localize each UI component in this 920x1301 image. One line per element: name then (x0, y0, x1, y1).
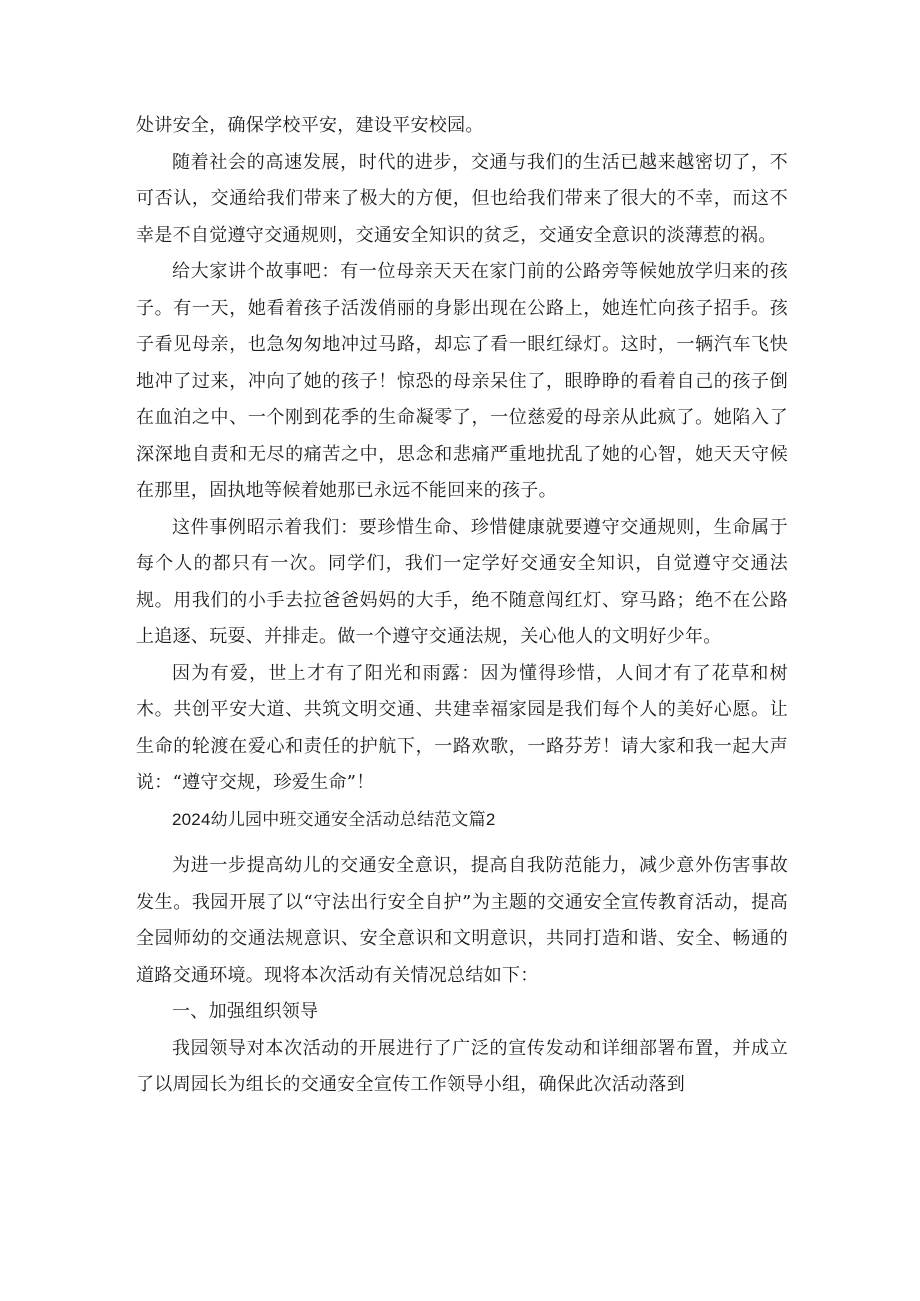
paragraph-lesson: 这件事例昭示着我们：要珍惜生命、珍惜健康就要遵守交通规则，生命属于每个人的都只有一次。同学们，我们一定学好交通安全知识，自觉遵守交通法规。用我们的小手去拉爸爸妈妈的大手，绝不随意闯红灯、穿马路；绝不在公路上追逐、玩耍、并排走。做一个遵守交通法规，关心他人的文明好少年。 (136, 516, 788, 647)
subsection-title: 一、加强组织领导 (172, 1001, 319, 1022)
document-body (136, 108, 788, 1104)
paragraph-closing: 因为有爱，世上才有了阳光和雨露：因为懂得珍惜，人间才有了花草和树木。共创平安大道、共筑文明交通、共建幸福家园是我们每个人的美好心愿。让生命的轮渡在爱心和责任的护航下，一路欢歌，一路芬芳！请大家和我一起大声说：“遵守交规，珍爱生命”！ (136, 662, 788, 793)
paragraph-traffic-development: 随着社会的高速发展，时代的进步，交通与我们的生活已越来越密切了，不可否认，交通给我们带来了极大的方便，但也给我们带来了很大的不幸，而这不幸是不自觉遵守交通规则，交通安全知识的贫乏，交通安全意识的淡薄惹的祸。 (136, 151, 788, 246)
paragraph-intro-2: 为进一步提高幼儿的交通安全意识，提高自我防范能力，减少意外伤害事故发生。我园开展了以“守法出行安全自护”为主题的交通安全宣传教育活动，提高全园师幼的交通法规意识、安全意识和文明意识，共同打造和谐、安全、畅通的道路交通环境。现将本次活动有关情况总结如下： (136, 855, 788, 986)
paragraph-continuation: 处讲安全，确保学校平安，建设平安校园。 (136, 115, 484, 136)
paragraph-story: 给大家讲个故事吧：有一位母亲天天在家门前的公路旁等候她放学归来的孩子。有一天，她看着孩子活泼俏丽的身影出现在公路上，她连忙向孩子招手。孩子看见母亲，也急匆匆地冲过马路，却忘了看一眼红绿灯。这时，一辆汽车飞快地冲了过来，冲向了她的孩子！惊恐的母亲呆住了，眼睁睁的看着自己的孩子倒在血泊之中、一个刚到花季的生命凝零了，一位慈爱的母亲从此疯了。她陷入了深深地自责和无尽的痛苦之中，思念和悲痛严重地扰乱了她的心智，她天天守候在那里，固执地等候着她那已永远不能回来的孩子。 (136, 261, 788, 501)
section-heading: 2024幼儿园中班交通安全活动总结范文篇2 (172, 809, 496, 829)
paragraph-leadership: 我园领导对本次活动的开展进行了广泛的宣传发动和详细部署布置，并成立了以周园长为组长的交通安全宣传工作领导小组，确保此次活动落到 (136, 1037, 788, 1095)
